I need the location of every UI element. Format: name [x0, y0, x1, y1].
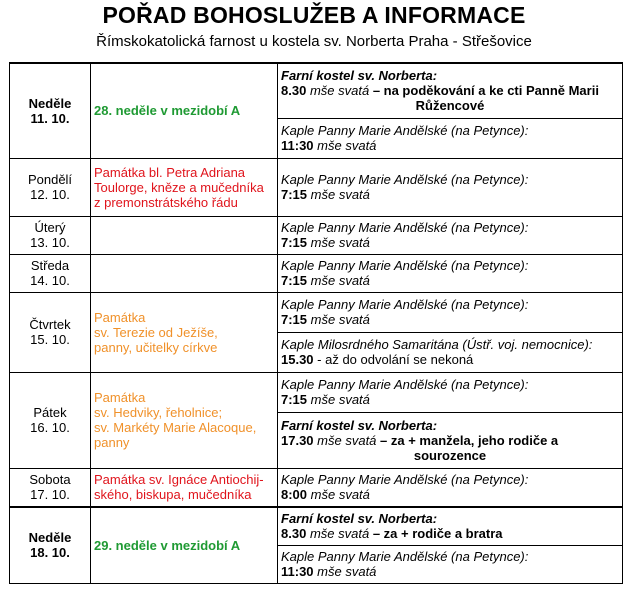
celebration-text: 28. neděle v mezidobí A — [94, 103, 241, 119]
day-date: 15. 10. — [30, 332, 70, 347]
celebration-cell — [91, 158, 278, 216]
event-place: Kaple Panny Marie Andělské (na Petynce): — [281, 172, 529, 187]
day-date: 17. 10. — [30, 487, 70, 503]
event-cell — [278, 63, 623, 118]
event-time: 11:30 — [281, 564, 314, 579]
event-note: – za + manžela, jeho rodiče a — [380, 432, 559, 448]
event-note-cont: sourozence — [413, 447, 487, 463]
event-desc: mše svatá — [317, 138, 377, 153]
event-desc: - až do odvolání se nekoná — [317, 352, 474, 367]
day-date: 18. 10. — [30, 545, 70, 561]
event-cell — [278, 372, 623, 412]
celebration-text: panny, učitelky církve — [94, 339, 218, 355]
day-date: 14. 10. — [30, 273, 70, 288]
celebration-cell — [91, 468, 278, 507]
event-desc: mše svatá — [310, 487, 370, 503]
event-place: Kaple Panny Marie Andělské (na Petynce): — [281, 258, 529, 273]
celebration-cell — [91, 292, 278, 372]
event-note: – za + rodiče a bratra — [372, 526, 503, 542]
day-cell — [10, 292, 91, 372]
event-cell — [278, 254, 623, 292]
celebration-cell — [91, 63, 278, 158]
day-date: 12. 10. — [30, 187, 70, 202]
event-cell — [278, 216, 623, 254]
event-cell — [278, 545, 623, 583]
event-time: 17.30 — [281, 432, 314, 448]
event-cell — [278, 118, 623, 158]
event-place: Kaple Panny Marie Andělské (na Petynce): — [281, 123, 529, 138]
event-cell — [278, 158, 623, 216]
celebration-cell — [91, 507, 278, 583]
celebration-text: Památka — [94, 309, 146, 325]
day-name: Neděle — [28, 530, 72, 546]
event-time: 11:30 — [281, 138, 314, 153]
celebration-text: 29. neděle v mezidobí A — [94, 537, 241, 553]
event-cell — [278, 332, 623, 372]
event-desc: mše svatá — [310, 273, 370, 288]
celebration-text: sv. Terezie od Ježíše, — [94, 324, 218, 340]
page-title: POŘAD BOHOSLUŽEB A INFORMACE — [102, 2, 526, 28]
day-name: Úterý — [34, 220, 66, 235]
day-cell — [10, 158, 91, 216]
celebration-text: ského, biskupa, mučedníka — [94, 487, 252, 503]
event-time: 7:15 — [281, 312, 308, 327]
event-time: 8.30 — [281, 83, 307, 99]
event-place: Farní kostel sv. Norberta: — [281, 417, 438, 433]
event-place: Kaple Panny Marie Andělské (na Petynce): — [281, 220, 529, 235]
day-name: Neděle — [28, 95, 72, 111]
event-place: Kaple Panny Marie Andělské (na Petynce): — [281, 377, 529, 392]
day-cell — [10, 254, 91, 292]
event-cell — [278, 412, 623, 468]
day-cell — [10, 372, 91, 468]
day-cell — [10, 468, 91, 507]
celebration-text: Památka sv. Ignáce Antiochij- — [94, 472, 264, 488]
event-time: 8.30 — [281, 526, 307, 542]
day-name: Čtvrtek — [29, 317, 71, 332]
event-place: Kaple Panny Marie Andělské (na Petynce): — [281, 549, 529, 564]
event-place: Kaple Panny Marie Andělské (na Petynce): — [281, 297, 529, 312]
event-cell — [278, 507, 623, 545]
parish-subtitle: Římskokatolická farnost u kostela sv. Norberta Praha - Střešovice — [96, 33, 532, 50]
event-time: 15.30 — [281, 352, 314, 367]
event-time: 8:00 — [281, 487, 308, 503]
celebration-text: Toulorge, kněze a mučedníka — [94, 179, 264, 195]
celebration-text: sv. Hedviky, řeholnice; — [94, 405, 223, 420]
event-desc: mše svatá — [310, 392, 370, 407]
day-name: Pondělí — [27, 172, 73, 187]
schedule-table — [9, 62, 623, 584]
day-cell — [10, 507, 91, 583]
event-place: Kaple Milosrdného Samaritána (Ústř. voj. nemocnice): — [281, 337, 593, 352]
celebration-cell — [91, 372, 278, 468]
celebration-text: Památka — [94, 390, 146, 405]
day-cell — [10, 216, 91, 254]
event-desc: mše svatá — [310, 235, 370, 250]
event-cell — [278, 292, 623, 332]
event-desc: mše svatá — [317, 432, 377, 448]
celebration-cell — [91, 254, 278, 292]
event-time: 7:15 — [281, 187, 308, 202]
event-time: 7:15 — [281, 235, 308, 250]
celebration-text: panny — [94, 435, 130, 450]
event-cell — [278, 468, 623, 507]
event-desc: mše svatá — [310, 187, 370, 202]
event-place: Farní kostel sv. Norberta: — [281, 511, 438, 527]
day-name: Sobota — [29, 472, 71, 488]
day-date: 13. 10. — [30, 235, 70, 250]
day-name: Pátek — [33, 405, 67, 420]
event-note: – na poděkování a ke cti Panně Marii — [372, 83, 599, 99]
celebration-text: sv. Markéty Marie Alacoque, — [94, 420, 257, 435]
event-place: Farní kostel sv. Norberta: — [281, 68, 438, 84]
event-time: 7:15 — [281, 273, 308, 288]
day-date: 11. 10. — [30, 110, 70, 126]
event-desc: mše svatá — [310, 312, 370, 327]
day-date: 16. 10. — [30, 420, 70, 435]
event-place: Kaple Panny Marie Andělské (na Petynce): — [281, 472, 529, 488]
day-cell — [10, 63, 91, 158]
day-name: Středa — [30, 258, 70, 273]
celebration-text: z premonstrátského řádu — [94, 194, 238, 210]
event-note-cont: Růžencové — [415, 98, 485, 114]
event-desc: mše svatá — [309, 526, 370, 542]
event-desc: mše svatá — [317, 564, 377, 579]
event-desc: mše svatá — [309, 83, 370, 99]
celebration-cell — [91, 216, 278, 254]
celebration-text: Památka bl. Petra Adriana — [94, 164, 246, 180]
event-time: 7:15 — [281, 392, 308, 407]
